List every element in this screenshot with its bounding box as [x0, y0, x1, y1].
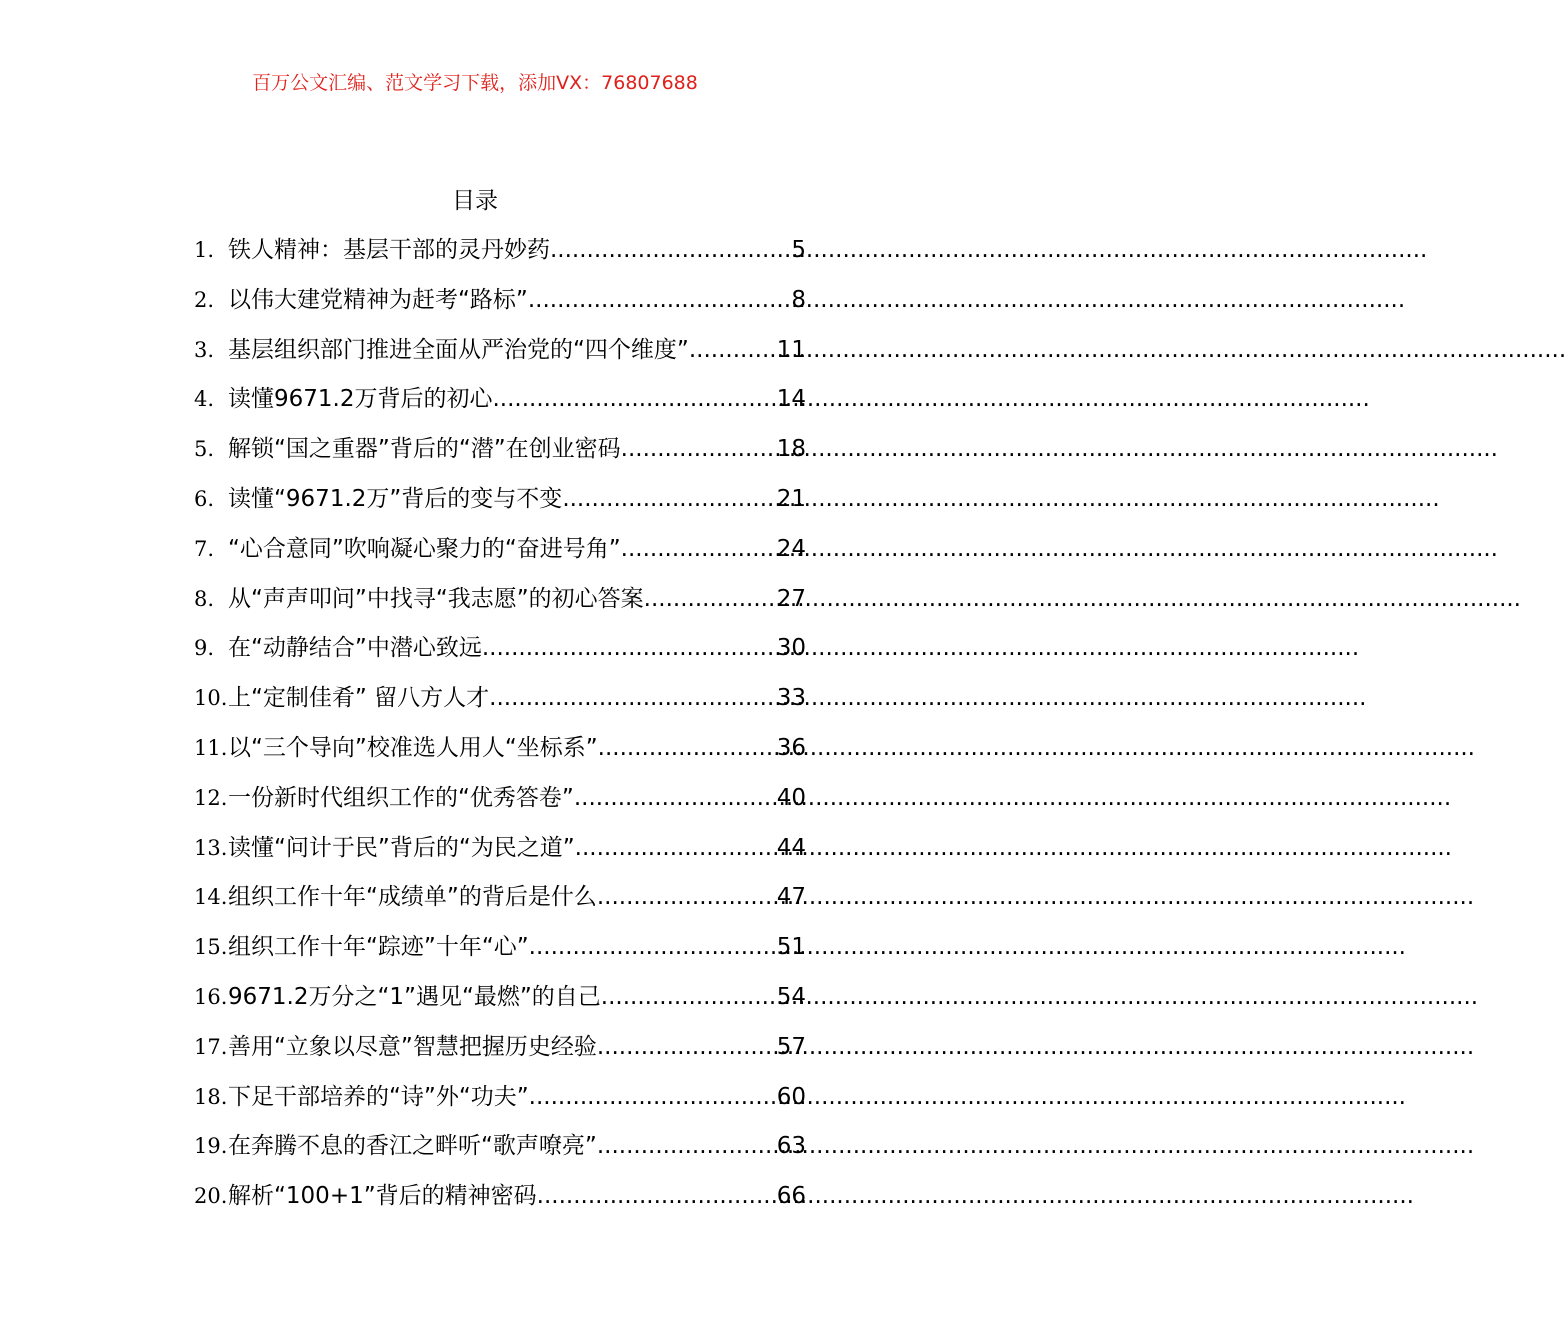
toc-item[interactable] [194, 276, 806, 326]
toc-dot-leader [489, 674, 777, 724]
toc-item-page: 14 [776, 386, 806, 413]
toc-item-title: 组织工作十年“成绩单”的背后是什么 [228, 884, 597, 911]
toc-item[interactable] [194, 1172, 806, 1222]
toc-item-title: 解锁“国之重器”背后的“潜”在创业密码 [228, 436, 621, 463]
toc-item-title: 读懂9671.2万背后的初心 [228, 386, 493, 413]
toc-dot-leader [621, 525, 777, 575]
toc-item-title: 一份新时代组织工作的“优秀答卷” [228, 784, 574, 811]
toc-dot-leader [575, 824, 777, 874]
toc-item[interactable] [194, 375, 806, 425]
toc-dot-leader [550, 226, 791, 276]
toc-item[interactable] [194, 774, 806, 824]
toc-dot-leader [621, 425, 777, 475]
toc-item-page: 24 [776, 535, 806, 562]
toc-dot-leader [597, 1122, 777, 1172]
table-of-contents [194, 226, 806, 1222]
toc-dot-leader [529, 1073, 777, 1123]
toc-item-number: 16. [194, 984, 228, 1009]
toc-item-number: 4. [194, 387, 215, 412]
toc-item-page: 18 [776, 436, 806, 463]
toc-item-number: 8. [194, 586, 215, 611]
toc-item-page: 5 [791, 237, 806, 263]
toc-item-page: 60 [776, 1083, 806, 1110]
toc-item-number: 12. [194, 785, 228, 810]
header-banner: 百万公文汇编、范文学习下载，添加VX：76807688 [252, 72, 698, 94]
toc-item-title: 在“动静结合”中潜心致远 [228, 635, 482, 662]
toc-item-title: 铁人精神：基层干部的灵丹妙药 [228, 237, 550, 263]
toc-item-title: 读懂“问计于民”背后的“为民之道” [228, 834, 575, 861]
toc-item-title: 解析“100+1”背后的精神密码 [228, 1183, 537, 1210]
toc-item[interactable] [194, 674, 806, 724]
toc-item-page: 21 [776, 485, 806, 512]
toc-item-page: 47 [776, 884, 806, 911]
toc-dot-leader [598, 724, 777, 774]
toc-item[interactable] [194, 1023, 806, 1073]
toc-item-page: 51 [776, 934, 806, 961]
toc-item-page: 40 [776, 784, 806, 811]
toc-dot-leader [492, 375, 776, 425]
toc-item-number: 18. [194, 1084, 228, 1109]
toc-item-number: 10. [194, 686, 228, 711]
toc-dot-leader [537, 1172, 777, 1222]
toc-item-title: “心合意同”吹响凝心聚力的“奋进号角” [228, 535, 621, 562]
toc-item-title: 在奔腾不息的香江之畔听“歌声嘹亮” [228, 1133, 597, 1160]
toc-dot-leader [574, 774, 777, 824]
toc-item-page: 33 [776, 685, 806, 712]
toc-title: 目录 [452, 188, 498, 214]
toc-item[interactable] [194, 1073, 806, 1123]
toc-item-title: 上“定制佳肴” 留八方人才 [228, 685, 490, 712]
toc-item-page: 54 [776, 983, 806, 1010]
toc-item-title: 从“声声叩问”中找寻“我志愿”的初心答案 [228, 585, 644, 612]
toc-item[interactable] [194, 475, 806, 525]
toc-item-number: 15. [194, 935, 228, 960]
toc-dot-leader [597, 873, 777, 923]
toc-item[interactable] [194, 1122, 806, 1172]
toc-dot-leader [689, 326, 777, 376]
toc-item[interactable] [194, 724, 806, 774]
toc-item-number: 20. [194, 1184, 228, 1209]
toc-item-title: 基层组织部门推进全面从严治党的“四个维度” [228, 336, 689, 363]
toc-item-number: 11. [194, 735, 228, 760]
toc-item[interactable] [194, 873, 806, 923]
toc-item-number: 19. [194, 1134, 228, 1159]
toc-item-page: 8 [791, 286, 806, 313]
toc-item-page: 11 [776, 336, 806, 363]
toc-item[interactable] [194, 226, 806, 276]
toc-item[interactable] [194, 923, 806, 973]
toc-dot-leader [529, 923, 777, 973]
toc-item-page: 30 [776, 635, 806, 662]
toc-item-number: 2. [194, 287, 215, 312]
toc-item-title: 善用“立象以尽意”智慧把握历史经验 [228, 1033, 597, 1060]
toc-item[interactable] [194, 575, 806, 625]
toc-item-page: 57 [776, 1033, 806, 1060]
toc-item-number: 13. [194, 835, 228, 860]
toc-dot-leader [482, 624, 777, 674]
toc-item-number: 7. [194, 536, 215, 561]
toc-item[interactable] [194, 824, 806, 874]
toc-item-number: 14. [194, 885, 228, 910]
toc-item[interactable] [194, 973, 806, 1023]
toc-item-number: 9. [194, 636, 215, 661]
toc-item[interactable] [194, 425, 806, 475]
toc-item[interactable] [194, 624, 806, 674]
toc-item-number: 1. [194, 238, 215, 262]
toc-item-number: 17. [194, 1034, 228, 1059]
toc-item-title: 下足干部培养的“诗”外“功夫” [228, 1083, 529, 1110]
toc-item-page: 44 [776, 834, 806, 861]
toc-item-page: 66 [776, 1183, 806, 1210]
toc-item-title: 9671.2万分之“1”遇见“最燃”的自己 [228, 983, 601, 1010]
toc-dot-leader [601, 973, 777, 1023]
toc-item-title: 读懂“9671.2万”背后的变与不变 [228, 485, 563, 512]
toc-item-number: 5. [194, 437, 215, 462]
toc-item[interactable] [194, 326, 806, 376]
toc-item-title: 以“三个导向”校准选人用人“坐标系” [228, 734, 598, 761]
toc-item-title: 以伟大建党精神为赶考“路标” [228, 286, 528, 313]
toc-dot-leader [562, 475, 776, 525]
toc-dot-leader [644, 575, 777, 625]
toc-item-number: 3. [194, 337, 215, 362]
toc-item-page: 63 [776, 1133, 806, 1160]
toc-dot-leader [597, 1023, 777, 1073]
toc-item-page: 27 [776, 585, 806, 612]
toc-item-title: 组织工作十年“踪迹”十年“心” [228, 934, 529, 961]
toc-item[interactable] [194, 525, 806, 575]
toc-item-page: 36 [776, 734, 806, 761]
toc-dot-leader [528, 276, 792, 326]
toc-item-number: 6. [194, 486, 215, 511]
